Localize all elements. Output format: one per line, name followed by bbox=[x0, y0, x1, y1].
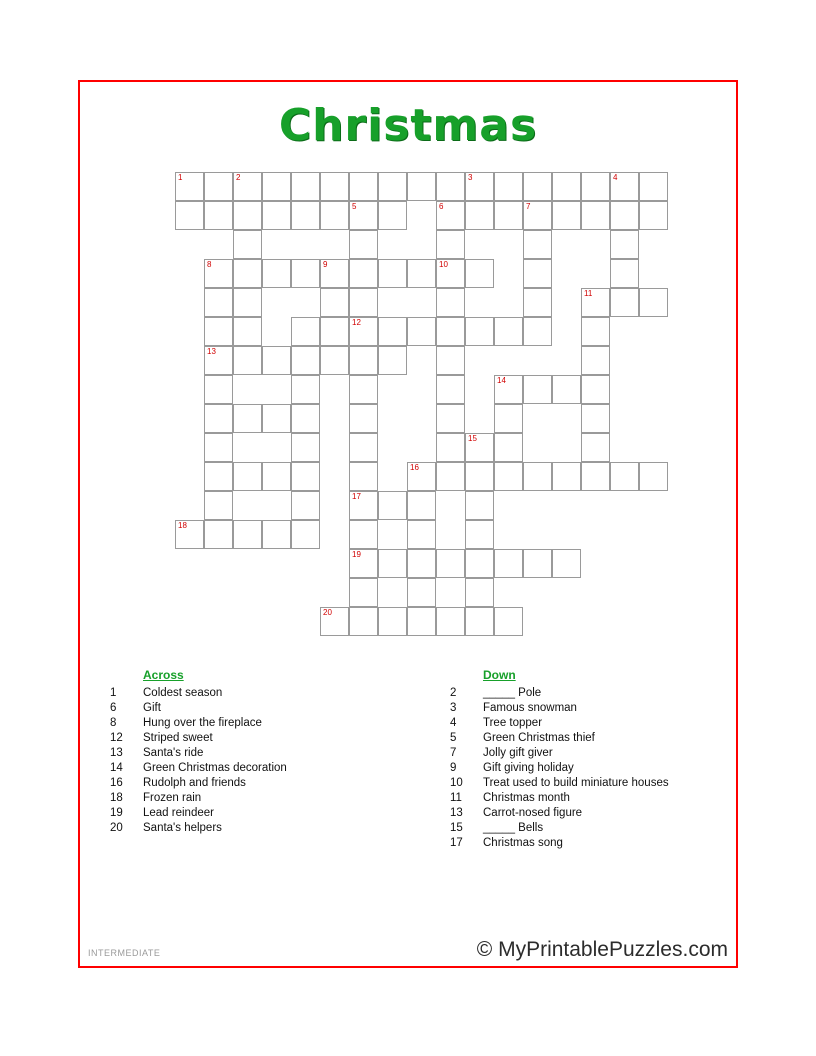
grid-cell[interactable] bbox=[320, 201, 349, 230]
grid-cell[interactable] bbox=[581, 375, 610, 404]
grid-cell[interactable] bbox=[204, 375, 233, 404]
clue-number: 16 bbox=[110, 777, 123, 789]
grid-cell[interactable] bbox=[523, 201, 552, 230]
grid-cell[interactable] bbox=[407, 172, 436, 201]
grid-cell[interactable] bbox=[436, 433, 465, 462]
clue-number: 2 bbox=[450, 687, 457, 699]
grid-cell[interactable] bbox=[494, 317, 523, 346]
grid-cell[interactable] bbox=[407, 317, 436, 346]
grid-cell[interactable] bbox=[204, 288, 233, 317]
grid-cell[interactable] bbox=[378, 201, 407, 230]
grid-cell[interactable] bbox=[494, 404, 523, 433]
grid-cell[interactable] bbox=[204, 491, 233, 520]
clue-text: Gift bbox=[143, 702, 161, 714]
grid-cell-number: 15 bbox=[468, 434, 477, 443]
grid-cell[interactable] bbox=[291, 172, 320, 201]
clue-across-20[interactable] bbox=[110, 821, 410, 836]
clue-number: 13 bbox=[110, 747, 123, 759]
grid-cell[interactable] bbox=[465, 578, 494, 607]
grid-cell[interactable] bbox=[349, 433, 378, 462]
clue-down-17[interactable] bbox=[450, 836, 750, 851]
grid-cell[interactable] bbox=[204, 433, 233, 462]
grid-cell[interactable] bbox=[262, 520, 291, 549]
grid-cell[interactable] bbox=[494, 433, 523, 462]
clue-down-13[interactable] bbox=[450, 806, 750, 821]
grid-cell[interactable] bbox=[262, 172, 291, 201]
grid-cell-number: 10 bbox=[439, 260, 448, 269]
down-heading: Down bbox=[483, 668, 516, 682]
grid-cell[interactable] bbox=[610, 230, 639, 259]
grid-cell[interactable] bbox=[610, 172, 639, 201]
clue-number: 4 bbox=[450, 717, 457, 729]
clue-text: Green Christmas decoration bbox=[143, 762, 287, 774]
grid-cell[interactable] bbox=[291, 317, 320, 346]
grid-cell[interactable] bbox=[407, 607, 436, 636]
grid-cell[interactable] bbox=[349, 317, 378, 346]
grid-cell[interactable] bbox=[436, 259, 465, 288]
clue-down-3[interactable] bbox=[450, 701, 750, 716]
grid-cell[interactable] bbox=[233, 230, 262, 259]
grid-cell-number: 1 bbox=[178, 173, 183, 182]
clue-number: 10 bbox=[450, 777, 463, 789]
clue-number: 6 bbox=[110, 702, 117, 714]
clue-down-9[interactable] bbox=[450, 761, 750, 776]
grid-cell[interactable] bbox=[407, 462, 436, 491]
clue-number: 15 bbox=[450, 822, 463, 834]
grid-cell[interactable] bbox=[349, 375, 378, 404]
grid-cell[interactable] bbox=[407, 259, 436, 288]
brand-footer: © MyPrintablePuzzles.com bbox=[476, 938, 728, 961]
clue-text: Famous snowman bbox=[483, 702, 577, 714]
grid-cell-number: 18 bbox=[178, 521, 187, 530]
clue-down-11[interactable] bbox=[450, 791, 750, 806]
clue-across-12[interactable] bbox=[110, 731, 410, 746]
clue-text: Tree topper bbox=[483, 717, 543, 729]
grid-cell[interactable] bbox=[291, 462, 320, 491]
grid-cell[interactable] bbox=[407, 578, 436, 607]
grid-cell[interactable] bbox=[320, 288, 349, 317]
clue-text: Carrot-nosed figure bbox=[483, 807, 583, 819]
clue-across-1[interactable] bbox=[110, 686, 410, 701]
grid-cell[interactable] bbox=[320, 607, 349, 636]
clue-across-6[interactable] bbox=[110, 701, 410, 716]
grid-cell[interactable] bbox=[523, 259, 552, 288]
clue-text: Lead reindeer bbox=[143, 807, 214, 819]
clue-number: 12 bbox=[110, 732, 123, 744]
grid-cell[interactable] bbox=[494, 462, 523, 491]
grid-cell[interactable] bbox=[262, 404, 291, 433]
grid-cell[interactable] bbox=[204, 172, 233, 201]
clue-across-19[interactable] bbox=[110, 806, 410, 821]
grid-cell[interactable] bbox=[407, 549, 436, 578]
grid-cell-number: 3 bbox=[468, 173, 473, 182]
grid-cell[interactable] bbox=[436, 230, 465, 259]
grid-cell[interactable] bbox=[291, 259, 320, 288]
clue-text: Jolly gift giver bbox=[483, 747, 553, 759]
grid-cell[interactable] bbox=[204, 317, 233, 346]
clue-number: 5 bbox=[450, 732, 457, 744]
grid-cell[interactable] bbox=[610, 259, 639, 288]
grid-cell[interactable] bbox=[436, 201, 465, 230]
grid-cell[interactable] bbox=[262, 259, 291, 288]
down-column bbox=[450, 668, 750, 851]
grid-cell[interactable] bbox=[494, 607, 523, 636]
clue-text: Gift giving holiday bbox=[483, 762, 574, 774]
grid-cell[interactable] bbox=[320, 172, 349, 201]
grid-cell[interactable] bbox=[349, 288, 378, 317]
grid-cell[interactable] bbox=[436, 375, 465, 404]
grid-cell[interactable] bbox=[523, 375, 552, 404]
grid-cell[interactable] bbox=[610, 462, 639, 491]
grid-cell[interactable] bbox=[552, 549, 581, 578]
grid-cell[interactable] bbox=[465, 317, 494, 346]
clue-number: 7 bbox=[450, 747, 457, 759]
grid-cell[interactable] bbox=[349, 230, 378, 259]
grid-cell[interactable] bbox=[233, 462, 262, 491]
grid-cell[interactable] bbox=[233, 520, 262, 549]
grid-cell[interactable] bbox=[233, 201, 262, 230]
grid-cell-number: 9 bbox=[323, 260, 328, 269]
grid-cell[interactable] bbox=[581, 317, 610, 346]
clue-down-10[interactable] bbox=[450, 776, 750, 791]
grid-cell[interactable] bbox=[349, 491, 378, 520]
grid-cell[interactable] bbox=[465, 607, 494, 636]
grid-cell[interactable] bbox=[175, 172, 204, 201]
grid-cell[interactable] bbox=[494, 201, 523, 230]
grid-cell[interactable] bbox=[349, 346, 378, 375]
grid-cell[interactable] bbox=[320, 317, 349, 346]
grid-cell[interactable] bbox=[233, 404, 262, 433]
clue-down-5[interactable] bbox=[450, 731, 750, 746]
clue-number: 14 bbox=[110, 762, 123, 774]
grid-cell[interactable] bbox=[204, 259, 233, 288]
clue-number: 3 bbox=[450, 702, 457, 714]
grid-cell[interactable] bbox=[349, 578, 378, 607]
grid-cell[interactable] bbox=[581, 433, 610, 462]
grid-cell[interactable] bbox=[262, 346, 291, 375]
grid-cell[interactable] bbox=[639, 462, 668, 491]
page-title: Christmas bbox=[278, 100, 538, 151]
grid-cell[interactable] bbox=[639, 172, 668, 201]
grid-cell[interactable] bbox=[552, 201, 581, 230]
grid-cell[interactable] bbox=[233, 346, 262, 375]
grid-cell[interactable] bbox=[349, 549, 378, 578]
grid-cell[interactable] bbox=[494, 375, 523, 404]
difficulty-label: INTERMEDIATE bbox=[88, 948, 161, 958]
clue-number: 11 bbox=[450, 792, 462, 804]
grid-cell[interactable] bbox=[552, 375, 581, 404]
grid-cell[interactable] bbox=[523, 462, 552, 491]
grid-cell[interactable] bbox=[552, 462, 581, 491]
grid-cell[interactable] bbox=[436, 288, 465, 317]
grid-cell[interactable] bbox=[581, 201, 610, 230]
grid-cell[interactable] bbox=[320, 346, 349, 375]
clue-number: 1 bbox=[110, 687, 117, 699]
grid-cell[interactable] bbox=[436, 462, 465, 491]
grid-cell[interactable] bbox=[349, 259, 378, 288]
clue-number: 9 bbox=[450, 762, 457, 774]
clue-number: 8 bbox=[110, 717, 117, 729]
grid-cell[interactable] bbox=[291, 346, 320, 375]
grid-cell-number: 7 bbox=[526, 202, 531, 211]
grid-cell[interactable] bbox=[407, 491, 436, 520]
clue-down-15[interactable] bbox=[450, 821, 750, 836]
grid-cell[interactable] bbox=[378, 317, 407, 346]
clue-down-7[interactable] bbox=[450, 746, 750, 761]
clue-number: 17 bbox=[450, 837, 463, 849]
grid-cell-number: 16 bbox=[410, 463, 419, 472]
grid-cell[interactable] bbox=[233, 259, 262, 288]
grid-cell[interactable] bbox=[233, 317, 262, 346]
grid-cell[interactable] bbox=[465, 549, 494, 578]
grid-cell-number: 17 bbox=[352, 492, 361, 501]
grid-cell[interactable] bbox=[378, 259, 407, 288]
grid-cell[interactable] bbox=[233, 288, 262, 317]
grid-cell[interactable] bbox=[349, 404, 378, 433]
grid-cell[interactable] bbox=[465, 201, 494, 230]
grid-cell-number: 12 bbox=[352, 318, 361, 327]
grid-cell[interactable] bbox=[349, 520, 378, 549]
grid-cell[interactable] bbox=[465, 172, 494, 201]
grid-cell[interactable] bbox=[523, 288, 552, 317]
grid-cell[interactable] bbox=[175, 201, 204, 230]
grid-cell[interactable] bbox=[204, 462, 233, 491]
clue-text: Striped sweet bbox=[143, 732, 213, 744]
clue-text: _____ Pole bbox=[483, 687, 542, 699]
clue-across-18[interactable] bbox=[110, 791, 410, 806]
clue-text: Treat used to build miniature houses bbox=[483, 777, 669, 789]
grid-cell[interactable] bbox=[436, 317, 465, 346]
across-heading: Across bbox=[143, 668, 184, 682]
grid-cell[interactable] bbox=[523, 172, 552, 201]
grid-cell[interactable] bbox=[494, 549, 523, 578]
grid-cell[interactable] bbox=[639, 201, 668, 230]
grid-cell[interactable] bbox=[523, 549, 552, 578]
grid-cell[interactable] bbox=[581, 172, 610, 201]
grid-cell[interactable] bbox=[262, 462, 291, 491]
grid-cell[interactable] bbox=[465, 259, 494, 288]
grid-cell[interactable] bbox=[204, 520, 233, 549]
grid-cell[interactable] bbox=[204, 346, 233, 375]
grid-cell[interactable] bbox=[378, 549, 407, 578]
grid-cell[interactable] bbox=[523, 317, 552, 346]
clue-text: Green Christmas thief bbox=[483, 732, 595, 744]
clue-text: Christmas song bbox=[483, 837, 563, 849]
grid-cell[interactable] bbox=[465, 433, 494, 462]
clue-text: Frozen rain bbox=[143, 792, 202, 804]
grid-cell-number: 19 bbox=[352, 550, 361, 559]
grid-cell-number: 5 bbox=[352, 202, 357, 211]
grid-cell[interactable] bbox=[291, 375, 320, 404]
grid-cell[interactable] bbox=[581, 462, 610, 491]
grid-cell[interactable] bbox=[291, 520, 320, 549]
clue-text: Santa's ride bbox=[143, 747, 204, 759]
clue-text: Santa's helpers bbox=[143, 822, 222, 834]
grid-cell[interactable] bbox=[378, 491, 407, 520]
grid-cell[interactable] bbox=[378, 607, 407, 636]
clue-text: _____ Bells bbox=[483, 822, 544, 834]
grid-cell[interactable] bbox=[291, 404, 320, 433]
grid-cell[interactable] bbox=[349, 201, 378, 230]
grid-cell[interactable] bbox=[291, 201, 320, 230]
grid-cell-number: 11 bbox=[584, 289, 593, 298]
grid-cell[interactable] bbox=[262, 201, 291, 230]
clue-across-13[interactable] bbox=[110, 746, 410, 761]
grid-cell[interactable] bbox=[465, 520, 494, 549]
grid-cell[interactable] bbox=[436, 346, 465, 375]
grid-cell-number: 8 bbox=[207, 260, 212, 269]
grid-cell[interactable] bbox=[233, 172, 262, 201]
grid-cell-number: 14 bbox=[497, 376, 506, 385]
clue-down-4[interactable] bbox=[450, 716, 750, 731]
clue-text: Coldest season bbox=[143, 687, 223, 699]
grid-cell-number: 2 bbox=[236, 173, 241, 182]
grid-cell-number: 13 bbox=[207, 347, 216, 356]
grid-cell[interactable] bbox=[610, 201, 639, 230]
grid-cell[interactable] bbox=[610, 288, 639, 317]
grid-cell[interactable] bbox=[523, 230, 552, 259]
grid-cell[interactable] bbox=[204, 404, 233, 433]
grid-cell[interactable] bbox=[291, 433, 320, 462]
clue-text: Christmas month bbox=[483, 792, 570, 804]
clue-number: 19 bbox=[110, 807, 123, 819]
grid-cell[interactable] bbox=[436, 172, 465, 201]
grid-cell[interactable] bbox=[349, 172, 378, 201]
clue-down-2[interactable] bbox=[450, 686, 750, 701]
grid-cell[interactable] bbox=[436, 549, 465, 578]
clue-number: 18 bbox=[110, 792, 123, 804]
grid-cell[interactable] bbox=[378, 346, 407, 375]
grid-cell[interactable] bbox=[465, 462, 494, 491]
across-column bbox=[110, 668, 410, 836]
grid-cell[interactable] bbox=[320, 259, 349, 288]
grid-cell[interactable] bbox=[175, 520, 204, 549]
grid-cell[interactable] bbox=[494, 172, 523, 201]
clue-across-14[interactable] bbox=[110, 761, 410, 776]
grid-cell[interactable] bbox=[581, 404, 610, 433]
grid-cell[interactable] bbox=[204, 201, 233, 230]
grid-cell[interactable] bbox=[407, 520, 436, 549]
grid-cell[interactable] bbox=[436, 404, 465, 433]
grid-cell-number: 4 bbox=[613, 173, 618, 182]
grid-cell-number: 20 bbox=[323, 608, 332, 617]
clue-number: 20 bbox=[110, 822, 123, 834]
clue-number: 13 bbox=[450, 807, 463, 819]
grid-cell[interactable] bbox=[378, 172, 407, 201]
grid-cell[interactable] bbox=[291, 491, 320, 520]
grid-cell[interactable] bbox=[581, 346, 610, 375]
clue-across-8[interactable] bbox=[110, 716, 410, 731]
grid-cell[interactable] bbox=[349, 462, 378, 491]
clue-text: Rudolph and friends bbox=[143, 777, 246, 789]
grid-cell[interactable] bbox=[639, 288, 668, 317]
grid-cell[interactable] bbox=[581, 288, 610, 317]
grid-cell[interactable] bbox=[465, 491, 494, 520]
clue-across-16[interactable] bbox=[110, 776, 410, 791]
grid-cell[interactable] bbox=[552, 172, 581, 201]
clue-text: Hung over the fireplace bbox=[143, 717, 262, 729]
grid-cell[interactable] bbox=[349, 607, 378, 636]
grid-cell-number: 6 bbox=[439, 202, 444, 211]
grid-cell[interactable] bbox=[436, 607, 465, 636]
